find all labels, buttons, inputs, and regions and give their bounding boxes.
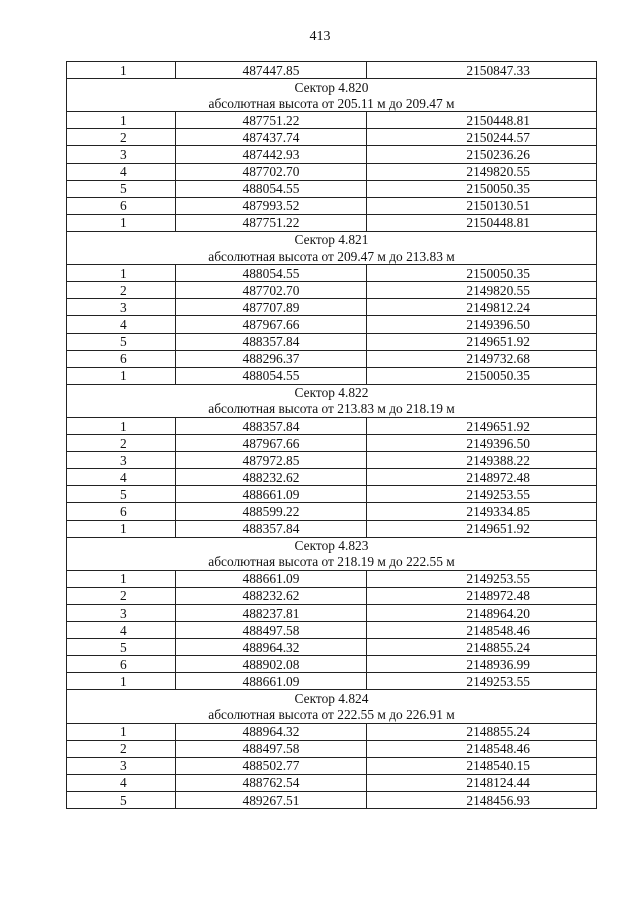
x-coordinate: 487702.70 <box>176 163 367 180</box>
x-coordinate: 487967.66 <box>176 316 367 333</box>
x-coordinate: 487751.22 <box>176 214 367 231</box>
page-number: 413 <box>309 29 331 44</box>
point-number: 2 <box>67 587 176 604</box>
y-coordinate: 2149334.85 <box>367 503 597 520</box>
x-coordinate: 488232.62 <box>176 587 367 604</box>
table-row <box>67 350 597 367</box>
x-coordinate: 488357.84 <box>176 333 367 350</box>
point-number: 4 <box>67 774 176 791</box>
table-row <box>67 520 597 537</box>
table-row <box>67 723 597 740</box>
point-number: 1 <box>67 520 176 537</box>
sector-title: Сектор 4.820 <box>67 79 597 96</box>
point-number: 5 <box>67 486 176 503</box>
y-coordinate: 2149651.92 <box>367 333 597 350</box>
x-coordinate: 489267.51 <box>176 792 367 809</box>
point-number: 6 <box>67 197 176 214</box>
y-coordinate: 2149651.92 <box>367 520 597 537</box>
x-coordinate: 487967.66 <box>176 435 367 452</box>
table-row <box>67 62 597 79</box>
point-number: 4 <box>67 469 176 486</box>
sector-title: Сектор 4.821 <box>67 231 597 248</box>
point-number: 6 <box>67 350 176 367</box>
y-coordinate: 2149396.50 <box>367 316 597 333</box>
point-number: 1 <box>67 62 176 79</box>
sector-altitude: абсолютная высота от 222.55 м до 226.91 м <box>67 707 597 724</box>
point-number: 3 <box>67 146 176 163</box>
table-row <box>67 622 597 639</box>
y-coordinate: 2150050.35 <box>367 265 597 282</box>
point-number: 1 <box>67 723 176 740</box>
point-number: 1 <box>67 112 176 129</box>
y-coordinate: 2149732.68 <box>367 350 597 367</box>
y-coordinate: 2150236.26 <box>367 146 597 163</box>
x-coordinate: 488902.08 <box>176 656 367 673</box>
x-coordinate: 488237.81 <box>176 605 367 622</box>
table-row <box>67 639 597 656</box>
sector-altitude: абсолютная высота от 218.19 м до 222.55 м <box>67 554 597 571</box>
x-coordinate: 487447.85 <box>176 62 367 79</box>
sector-title-row <box>67 79 597 96</box>
point-number: 3 <box>67 757 176 774</box>
point-number: 3 <box>67 299 176 316</box>
point-number: 5 <box>67 333 176 350</box>
sector-altitude-row <box>67 707 597 724</box>
table-row <box>67 163 597 180</box>
table-row <box>67 792 597 809</box>
table-row <box>67 503 597 520</box>
x-coordinate: 488232.62 <box>176 469 367 486</box>
y-coordinate: 2148964.20 <box>367 605 597 622</box>
y-coordinate: 2150050.35 <box>367 367 597 384</box>
point-number: 5 <box>67 180 176 197</box>
point-number: 6 <box>67 656 176 673</box>
table-row <box>67 316 597 333</box>
point-number: 1 <box>67 214 176 231</box>
coordinates-table <box>66 61 597 809</box>
sector-title-row <box>67 690 597 707</box>
y-coordinate: 2148540.15 <box>367 757 597 774</box>
y-coordinate: 2148548.46 <box>367 622 597 639</box>
x-coordinate: 488296.37 <box>176 350 367 367</box>
y-coordinate: 2149388.22 <box>367 452 597 469</box>
point-number: 1 <box>67 570 176 587</box>
table-row <box>67 214 597 231</box>
table-row <box>67 282 597 299</box>
table-row <box>67 452 597 469</box>
y-coordinate: 2150847.33 <box>367 62 597 79</box>
y-coordinate: 2149820.55 <box>367 163 597 180</box>
point-number: 4 <box>67 163 176 180</box>
x-coordinate: 487972.85 <box>176 452 367 469</box>
sector-altitude-row <box>67 554 597 571</box>
y-coordinate: 2150448.81 <box>367 112 597 129</box>
point-number: 4 <box>67 316 176 333</box>
point-number: 1 <box>67 417 176 434</box>
sector-altitude-row <box>67 248 597 265</box>
y-coordinate: 2149253.55 <box>367 486 597 503</box>
point-number: 3 <box>67 605 176 622</box>
x-coordinate: 487442.93 <box>176 146 367 163</box>
table-row <box>67 570 597 587</box>
table-row <box>67 129 597 146</box>
table-row <box>67 367 597 384</box>
table-row <box>67 605 597 622</box>
sector-title: Сектор 4.822 <box>67 384 597 401</box>
sector-altitude: абсолютная высота от 209.47 м до 213.83 м <box>67 248 597 265</box>
sector-title-row <box>67 384 597 401</box>
point-number: 5 <box>67 639 176 656</box>
sector-altitude: абсолютная высота от 213.83 м до 218.19 м <box>67 401 597 418</box>
sector-altitude-row <box>67 401 597 418</box>
y-coordinate: 2149253.55 <box>367 570 597 587</box>
point-number: 1 <box>67 367 176 384</box>
point-number: 4 <box>67 622 176 639</box>
sector-altitude: абсолютная высота от 205.11 м до 209.47 м <box>67 95 597 112</box>
table-row <box>67 740 597 757</box>
x-coordinate: 488497.58 <box>176 740 367 757</box>
x-coordinate: 487751.22 <box>176 112 367 129</box>
sector-title-row <box>67 537 597 554</box>
y-coordinate: 2148124.44 <box>367 774 597 791</box>
y-coordinate: 2149820.55 <box>367 282 597 299</box>
point-number: 2 <box>67 740 176 757</box>
y-coordinate: 2148972.48 <box>367 587 597 604</box>
x-coordinate: 488497.58 <box>176 622 367 639</box>
sector-title-row <box>67 231 597 248</box>
table-row <box>67 112 597 129</box>
x-coordinate: 488661.09 <box>176 673 367 690</box>
table-row <box>67 757 597 774</box>
x-coordinate: 487707.89 <box>176 299 367 316</box>
table-row <box>67 673 597 690</box>
y-coordinate: 2148855.24 <box>367 639 597 656</box>
table-row <box>67 333 597 350</box>
y-coordinate: 2149253.55 <box>367 673 597 690</box>
table-row <box>67 469 597 486</box>
y-coordinate: 2148936.99 <box>367 656 597 673</box>
x-coordinate: 488964.32 <box>176 639 367 656</box>
coordinates-table-body <box>67 62 597 809</box>
y-coordinate: 2149651.92 <box>367 417 597 434</box>
table-row <box>67 197 597 214</box>
x-coordinate: 488762.54 <box>176 774 367 791</box>
point-number: 1 <box>67 673 176 690</box>
y-coordinate: 2150448.81 <box>367 214 597 231</box>
point-number: 2 <box>67 435 176 452</box>
sector-altitude-row <box>67 95 597 112</box>
point-number: 6 <box>67 503 176 520</box>
x-coordinate: 488054.55 <box>176 180 367 197</box>
y-coordinate: 2150130.51 <box>367 197 597 214</box>
sector-title: Сектор 4.824 <box>67 690 597 707</box>
point-number: 1 <box>67 265 176 282</box>
point-number: 2 <box>67 282 176 299</box>
point-number: 3 <box>67 452 176 469</box>
sector-title: Сектор 4.823 <box>67 537 597 554</box>
y-coordinate: 2148456.93 <box>367 792 597 809</box>
x-coordinate: 488054.55 <box>176 265 367 282</box>
x-coordinate: 488054.55 <box>176 367 367 384</box>
x-coordinate: 488357.84 <box>176 417 367 434</box>
y-coordinate: 2148548.46 <box>367 740 597 757</box>
x-coordinate: 488502.77 <box>176 757 367 774</box>
y-coordinate: 2150050.35 <box>367 180 597 197</box>
table-row <box>67 656 597 673</box>
table-row <box>67 180 597 197</box>
point-number: 2 <box>67 129 176 146</box>
table-row <box>67 299 597 316</box>
x-coordinate: 488599.22 <box>176 503 367 520</box>
point-number: 5 <box>67 792 176 809</box>
table-row <box>67 417 597 434</box>
x-coordinate: 488661.09 <box>176 486 367 503</box>
y-coordinate: 2150244.57 <box>367 129 597 146</box>
x-coordinate: 488357.84 <box>176 520 367 537</box>
x-coordinate: 487437.74 <box>176 129 367 146</box>
x-coordinate: 487993.52 <box>176 197 367 214</box>
table-row <box>67 265 597 282</box>
y-coordinate: 2149396.50 <box>367 435 597 452</box>
y-coordinate: 2148855.24 <box>367 723 597 740</box>
y-coordinate: 2149812.24 <box>367 299 597 316</box>
x-coordinate: 487702.70 <box>176 282 367 299</box>
table-row <box>67 146 597 163</box>
table-row <box>67 486 597 503</box>
table-row <box>67 587 597 604</box>
table-row <box>67 435 597 452</box>
x-coordinate: 488661.09 <box>176 570 367 587</box>
table-row <box>67 774 597 791</box>
y-coordinate: 2148972.48 <box>367 469 597 486</box>
x-coordinate: 488964.32 <box>176 723 367 740</box>
